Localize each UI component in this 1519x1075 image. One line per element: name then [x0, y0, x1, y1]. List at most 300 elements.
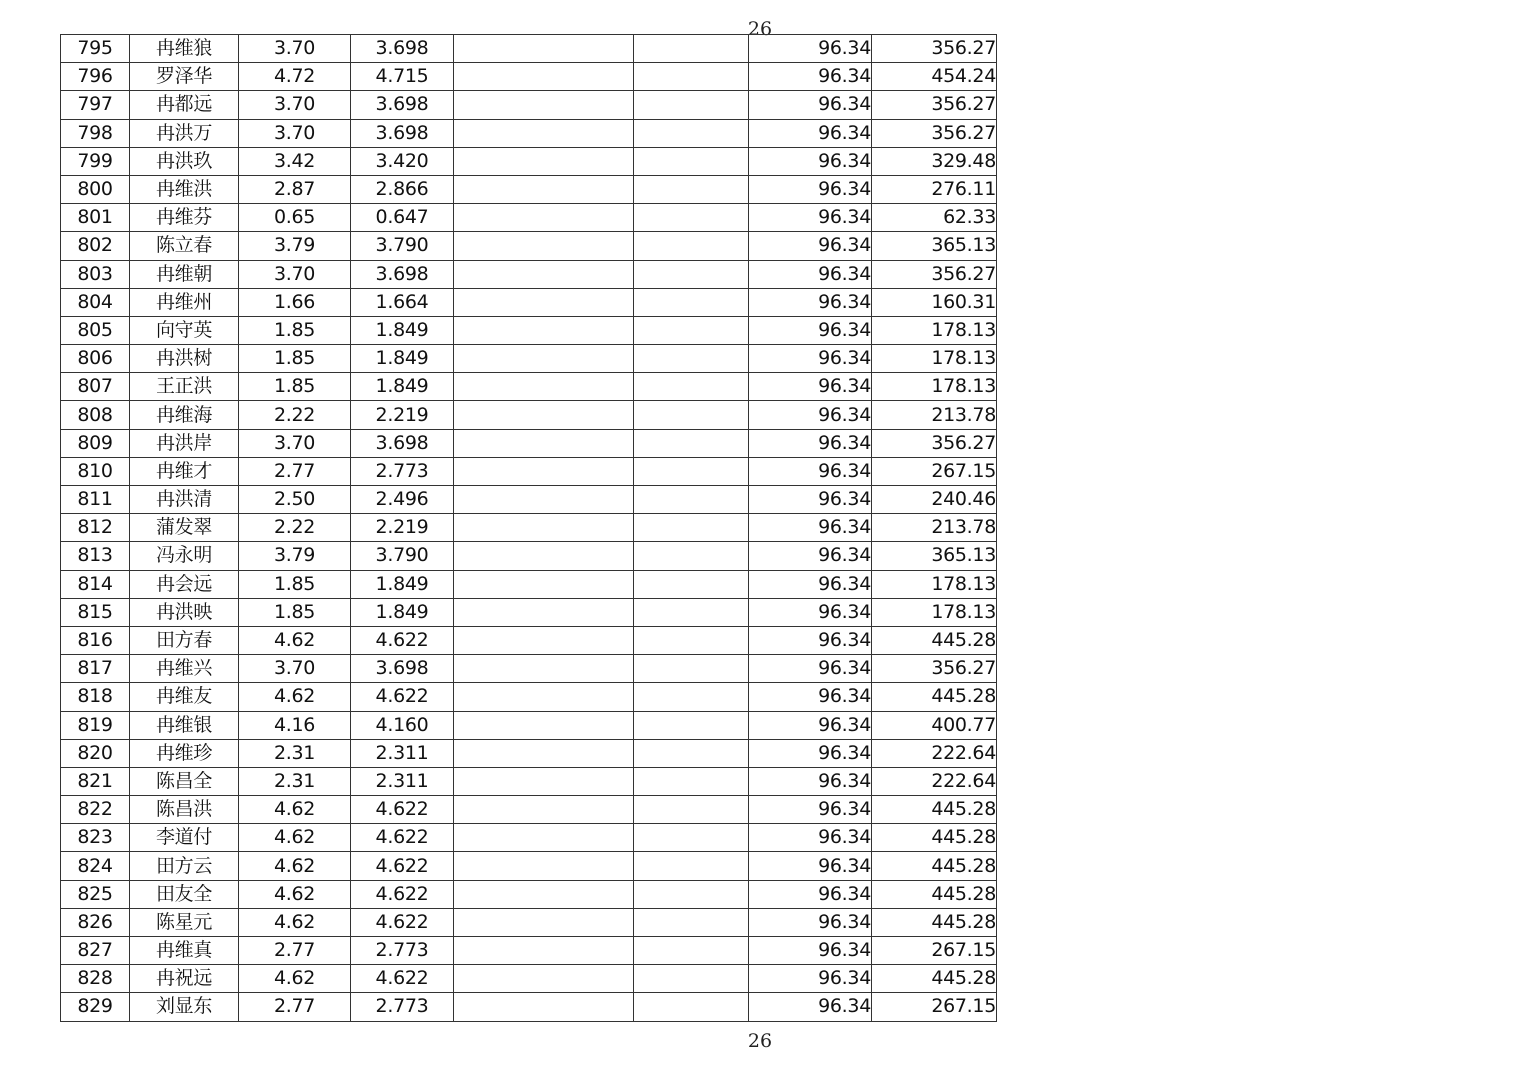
- table-body: [61, 35, 997, 1022]
- table-row: [61, 514, 997, 542]
- table-row: [61, 711, 997, 739]
- table-row: [61, 91, 997, 119]
- empty-cell: [634, 147, 749, 175]
- area-precise-cell: 3.698: [351, 429, 454, 457]
- name-cell: 陈昌全: [130, 767, 239, 795]
- page-number-top: 26: [747, 18, 773, 40]
- name-cell: 冯永明: [130, 542, 239, 570]
- area-precise-cell: 4.160: [351, 711, 454, 739]
- area-cell: 0.65: [239, 204, 351, 232]
- amount-cell: 356.27: [872, 91, 997, 119]
- name-cell: 陈立春: [130, 232, 239, 260]
- empty-cell: [454, 739, 634, 767]
- rate-cell: 96.34: [749, 316, 872, 344]
- rate-cell: 96.34: [749, 429, 872, 457]
- row-number-cell: 797: [61, 91, 130, 119]
- amount-cell: 178.13: [872, 373, 997, 401]
- rate-cell: 96.34: [749, 965, 872, 993]
- amount-cell: 445.28: [872, 880, 997, 908]
- table-row: [61, 401, 997, 429]
- table-row: [61, 486, 997, 514]
- row-number-cell: 800: [61, 175, 130, 203]
- table-row: [61, 35, 997, 63]
- row-number-cell: 829: [61, 993, 130, 1021]
- row-number-cell: 810: [61, 457, 130, 485]
- row-number-cell: 827: [61, 937, 130, 965]
- rate-cell: 96.34: [749, 767, 872, 795]
- area-precise-cell: 4.622: [351, 824, 454, 852]
- table-row: [61, 824, 997, 852]
- table-row: [61, 767, 997, 795]
- amount-cell: 267.15: [872, 937, 997, 965]
- name-cell: 冉维才: [130, 457, 239, 485]
- area-precise-cell: 2.311: [351, 767, 454, 795]
- area-precise-cell: 3.790: [351, 542, 454, 570]
- area-cell: 2.77: [239, 937, 351, 965]
- amount-cell: 222.64: [872, 739, 997, 767]
- empty-cell: [454, 570, 634, 598]
- row-number-cell: 809: [61, 429, 130, 457]
- row-number-cell: 808: [61, 401, 130, 429]
- row-number-cell: 805: [61, 316, 130, 344]
- empty-cell: [454, 626, 634, 654]
- empty-cell: [634, 937, 749, 965]
- area-cell: 4.62: [239, 796, 351, 824]
- row-number-cell: 814: [61, 570, 130, 598]
- empty-cell: [454, 655, 634, 683]
- table-row: [61, 852, 997, 880]
- table-row: [61, 373, 997, 401]
- table-row: [61, 345, 997, 373]
- amount-cell: 356.27: [872, 655, 997, 683]
- row-number-cell: 813: [61, 542, 130, 570]
- empty-cell: [454, 429, 634, 457]
- area-cell: 3.79: [239, 232, 351, 260]
- amount-cell: 178.13: [872, 570, 997, 598]
- rate-cell: 96.34: [749, 457, 872, 485]
- area-precise-cell: 4.622: [351, 626, 454, 654]
- amount-cell: 365.13: [872, 232, 997, 260]
- area-cell: 2.31: [239, 739, 351, 767]
- area-cell: 2.31: [239, 767, 351, 795]
- name-cell: 冉维兴: [130, 655, 239, 683]
- empty-cell: [454, 767, 634, 795]
- empty-cell: [634, 796, 749, 824]
- area-precise-cell: 0.647: [351, 204, 454, 232]
- row-number-cell: 816: [61, 626, 130, 654]
- area-cell: 4.62: [239, 626, 351, 654]
- amount-cell: 240.46: [872, 486, 997, 514]
- empty-cell: [454, 175, 634, 203]
- empty-cell: [454, 401, 634, 429]
- rate-cell: 96.34: [749, 711, 872, 739]
- area-precise-cell: 2.773: [351, 937, 454, 965]
- name-cell: 罗泽华: [130, 63, 239, 91]
- amount-cell: 356.27: [872, 429, 997, 457]
- area-precise-cell: 2.219: [351, 514, 454, 542]
- area-cell: 4.62: [239, 908, 351, 936]
- amount-cell: 445.28: [872, 796, 997, 824]
- empty-cell: [634, 260, 749, 288]
- amount-cell: 356.27: [872, 35, 997, 63]
- table-row: [61, 119, 997, 147]
- amount-cell: 178.13: [872, 345, 997, 373]
- table-row: [61, 232, 997, 260]
- empty-cell: [634, 63, 749, 91]
- rate-cell: 96.34: [749, 852, 872, 880]
- area-cell: 1.85: [239, 598, 351, 626]
- row-number-cell: 824: [61, 852, 130, 880]
- area-cell: 3.79: [239, 542, 351, 570]
- row-number-cell: 806: [61, 345, 130, 373]
- area-precise-cell: 3.698: [351, 260, 454, 288]
- table-row: [61, 288, 997, 316]
- name-cell: 冉都远: [130, 91, 239, 119]
- area-cell: 4.62: [239, 852, 351, 880]
- area-precise-cell: 4.622: [351, 908, 454, 936]
- row-number-cell: 820: [61, 739, 130, 767]
- rate-cell: 96.34: [749, 542, 872, 570]
- table-row: [61, 937, 997, 965]
- rate-cell: 96.34: [749, 147, 872, 175]
- area-cell: 4.62: [239, 683, 351, 711]
- table-row: [61, 739, 997, 767]
- row-number-cell: 812: [61, 514, 130, 542]
- amount-cell: 356.27: [872, 119, 997, 147]
- name-cell: 冉维银: [130, 711, 239, 739]
- empty-cell: [634, 542, 749, 570]
- name-cell: 刘显东: [130, 993, 239, 1021]
- amount-cell: 160.31: [872, 288, 997, 316]
- rate-cell: 96.34: [749, 683, 872, 711]
- empty-cell: [634, 232, 749, 260]
- rate-cell: 96.34: [749, 401, 872, 429]
- table-row: [61, 880, 997, 908]
- rate-cell: 96.34: [749, 288, 872, 316]
- empty-cell: [634, 767, 749, 795]
- table-row: [61, 316, 997, 344]
- row-number-cell: 803: [61, 260, 130, 288]
- name-cell: 冉洪玖: [130, 147, 239, 175]
- empty-cell: [454, 288, 634, 316]
- empty-cell: [454, 486, 634, 514]
- amount-cell: 276.11: [872, 175, 997, 203]
- empty-cell: [634, 345, 749, 373]
- amount-cell: 365.13: [872, 542, 997, 570]
- empty-cell: [454, 880, 634, 908]
- name-cell: 冉维真: [130, 937, 239, 965]
- name-cell: 冉维友: [130, 683, 239, 711]
- empty-cell: [454, 542, 634, 570]
- empty-cell: [454, 824, 634, 852]
- rate-cell: 96.34: [749, 626, 872, 654]
- amount-cell: 445.28: [872, 852, 997, 880]
- area-precise-cell: 3.790: [351, 232, 454, 260]
- empty-cell: [634, 204, 749, 232]
- rate-cell: 96.34: [749, 119, 872, 147]
- area-precise-cell: 4.622: [351, 852, 454, 880]
- area-precise-cell: 1.849: [351, 598, 454, 626]
- amount-cell: 267.15: [872, 457, 997, 485]
- rate-cell: 96.34: [749, 570, 872, 598]
- row-number-cell: 821: [61, 767, 130, 795]
- area-cell: 3.70: [239, 119, 351, 147]
- area-cell: 2.22: [239, 514, 351, 542]
- empty-cell: [454, 908, 634, 936]
- table-row: [61, 63, 997, 91]
- area-precise-cell: 4.715: [351, 63, 454, 91]
- area-cell: 2.77: [239, 457, 351, 485]
- empty-cell: [454, 796, 634, 824]
- table-row: [61, 260, 997, 288]
- name-cell: 冉维州: [130, 288, 239, 316]
- name-cell: 田友全: [130, 880, 239, 908]
- area-precise-cell: 4.622: [351, 965, 454, 993]
- rate-cell: 96.34: [749, 655, 872, 683]
- area-cell: 2.87: [239, 175, 351, 203]
- name-cell: 冉洪清: [130, 486, 239, 514]
- data-table: [60, 34, 997, 1022]
- table-row: [61, 570, 997, 598]
- name-cell: 冉维狼: [130, 35, 239, 63]
- table-row: [61, 965, 997, 993]
- table-row: [61, 457, 997, 485]
- amount-cell: 213.78: [872, 514, 997, 542]
- name-cell: 冉维洪: [130, 175, 239, 203]
- table-row: [61, 626, 997, 654]
- row-number-cell: 825: [61, 880, 130, 908]
- empty-cell: [634, 626, 749, 654]
- table-row: [61, 683, 997, 711]
- amount-cell: 356.27: [872, 260, 997, 288]
- empty-cell: [454, 373, 634, 401]
- area-cell: 3.70: [239, 260, 351, 288]
- area-precise-cell: 1.849: [351, 316, 454, 344]
- empty-cell: [634, 91, 749, 119]
- area-precise-cell: 3.420: [351, 147, 454, 175]
- row-number-cell: 828: [61, 965, 130, 993]
- empty-cell: [634, 288, 749, 316]
- name-cell: 李道付: [130, 824, 239, 852]
- empty-cell: [454, 260, 634, 288]
- empty-cell: [634, 316, 749, 344]
- name-cell: 蒲发翠: [130, 514, 239, 542]
- empty-cell: [634, 373, 749, 401]
- row-number-cell: 818: [61, 683, 130, 711]
- area-cell: 2.77: [239, 993, 351, 1021]
- empty-cell: [454, 232, 634, 260]
- empty-cell: [454, 683, 634, 711]
- area-precise-cell: 2.866: [351, 175, 454, 203]
- area-cell: 4.62: [239, 965, 351, 993]
- row-number-cell: 795: [61, 35, 130, 63]
- row-number-cell: 802: [61, 232, 130, 260]
- empty-cell: [634, 852, 749, 880]
- area-precise-cell: 3.698: [351, 119, 454, 147]
- rate-cell: 96.34: [749, 739, 872, 767]
- empty-cell: [634, 429, 749, 457]
- table-row: [61, 796, 997, 824]
- amount-cell: 445.28: [872, 965, 997, 993]
- row-number-cell: 807: [61, 373, 130, 401]
- area-cell: 1.66: [239, 288, 351, 316]
- empty-cell: [634, 908, 749, 936]
- empty-cell: [634, 824, 749, 852]
- empty-cell: [454, 514, 634, 542]
- rate-cell: 96.34: [749, 204, 872, 232]
- name-cell: 冉洪岸: [130, 429, 239, 457]
- table-row: [61, 175, 997, 203]
- amount-cell: 400.77: [872, 711, 997, 739]
- area-cell: 1.85: [239, 570, 351, 598]
- empty-cell: [454, 937, 634, 965]
- area-cell: 3.70: [239, 429, 351, 457]
- amount-cell: 445.28: [872, 824, 997, 852]
- rate-cell: 96.34: [749, 880, 872, 908]
- rate-cell: 96.34: [749, 514, 872, 542]
- rate-cell: 96.34: [749, 175, 872, 203]
- area-precise-cell: 3.698: [351, 91, 454, 119]
- amount-cell: 222.64: [872, 767, 997, 795]
- empty-cell: [634, 598, 749, 626]
- name-cell: 冉维朝: [130, 260, 239, 288]
- rate-cell: 96.34: [749, 260, 872, 288]
- row-number-cell: 815: [61, 598, 130, 626]
- area-cell: 3.42: [239, 147, 351, 175]
- area-precise-cell: 2.773: [351, 993, 454, 1021]
- name-cell: 冉洪树: [130, 345, 239, 373]
- empty-cell: [454, 316, 634, 344]
- name-cell: 冉维海: [130, 401, 239, 429]
- empty-cell: [634, 655, 749, 683]
- area-precise-cell: 4.622: [351, 683, 454, 711]
- row-number-cell: 822: [61, 796, 130, 824]
- empty-cell: [634, 711, 749, 739]
- amount-cell: 445.28: [872, 908, 997, 936]
- empty-cell: [634, 739, 749, 767]
- area-precise-cell: 1.849: [351, 345, 454, 373]
- empty-cell: [454, 119, 634, 147]
- area-cell: 4.16: [239, 711, 351, 739]
- empty-cell: [634, 965, 749, 993]
- area-precise-cell: 2.773: [351, 457, 454, 485]
- empty-cell: [454, 852, 634, 880]
- empty-cell: [634, 119, 749, 147]
- empty-cell: [454, 35, 634, 63]
- rate-cell: 96.34: [749, 824, 872, 852]
- empty-cell: [634, 514, 749, 542]
- empty-cell: [454, 63, 634, 91]
- area-cell: 1.85: [239, 316, 351, 344]
- row-number-cell: 823: [61, 824, 130, 852]
- empty-cell: [634, 35, 749, 63]
- area-precise-cell: 1.849: [351, 570, 454, 598]
- name-cell: 向守英: [130, 316, 239, 344]
- row-number-cell: 801: [61, 204, 130, 232]
- rate-cell: 96.34: [749, 373, 872, 401]
- area-cell: 2.50: [239, 486, 351, 514]
- amount-cell: 213.78: [872, 401, 997, 429]
- empty-cell: [634, 880, 749, 908]
- empty-cell: [454, 345, 634, 373]
- empty-cell: [634, 486, 749, 514]
- rate-cell: 96.34: [749, 486, 872, 514]
- empty-cell: [454, 91, 634, 119]
- area-precise-cell: 4.622: [351, 796, 454, 824]
- area-cell: 1.85: [239, 345, 351, 373]
- table-row: [61, 204, 997, 232]
- rate-cell: 96.34: [749, 232, 872, 260]
- empty-cell: [454, 457, 634, 485]
- area-precise-cell: 4.622: [351, 880, 454, 908]
- area-precise-cell: 2.496: [351, 486, 454, 514]
- name-cell: 田方春: [130, 626, 239, 654]
- row-number-cell: 819: [61, 711, 130, 739]
- rate-cell: 96.34: [749, 91, 872, 119]
- name-cell: 冉洪映: [130, 598, 239, 626]
- table-row: [61, 598, 997, 626]
- area-precise-cell: 2.311: [351, 739, 454, 767]
- empty-cell: [634, 457, 749, 485]
- empty-cell: [454, 993, 634, 1021]
- empty-cell: [454, 965, 634, 993]
- empty-cell: [634, 683, 749, 711]
- rate-cell: 96.34: [749, 598, 872, 626]
- rate-cell: 96.34: [749, 63, 872, 91]
- area-precise-cell: 3.698: [351, 35, 454, 63]
- name-cell: 田方云: [130, 852, 239, 880]
- empty-cell: [454, 204, 634, 232]
- rate-cell: 96.34: [749, 937, 872, 965]
- empty-cell: [634, 401, 749, 429]
- amount-cell: 329.48: [872, 147, 997, 175]
- area-cell: 3.70: [239, 35, 351, 63]
- empty-cell: [454, 711, 634, 739]
- name-cell: 冉维芬: [130, 204, 239, 232]
- rate-cell: 96.34: [749, 908, 872, 936]
- rate-cell: 96.34: [749, 796, 872, 824]
- area-cell: 2.22: [239, 401, 351, 429]
- area-cell: 3.70: [239, 91, 351, 119]
- rate-cell: 96.34: [749, 35, 872, 63]
- table-row: [61, 993, 997, 1021]
- name-cell: 王正洪: [130, 373, 239, 401]
- row-number-cell: 796: [61, 63, 130, 91]
- amount-cell: 445.28: [872, 683, 997, 711]
- row-number-cell: 811: [61, 486, 130, 514]
- empty-cell: [454, 147, 634, 175]
- area-cell: 3.70: [239, 655, 351, 683]
- empty-cell: [634, 993, 749, 1021]
- area-precise-cell: 3.698: [351, 655, 454, 683]
- rate-cell: 96.34: [749, 993, 872, 1021]
- amount-cell: 445.28: [872, 626, 997, 654]
- page-number-bottom: 26: [747, 1030, 773, 1052]
- empty-cell: [634, 570, 749, 598]
- empty-cell: [634, 175, 749, 203]
- name-cell: 冉会远: [130, 570, 239, 598]
- area-precise-cell: 2.219: [351, 401, 454, 429]
- row-number-cell: 817: [61, 655, 130, 683]
- amount-cell: 62.33: [872, 204, 997, 232]
- area-cell: 4.62: [239, 880, 351, 908]
- name-cell: 冉祝远: [130, 965, 239, 993]
- name-cell: 陈昌洪: [130, 796, 239, 824]
- amount-cell: 178.13: [872, 598, 997, 626]
- amount-cell: 454.24: [872, 63, 997, 91]
- row-number-cell: 799: [61, 147, 130, 175]
- amount-cell: 267.15: [872, 993, 997, 1021]
